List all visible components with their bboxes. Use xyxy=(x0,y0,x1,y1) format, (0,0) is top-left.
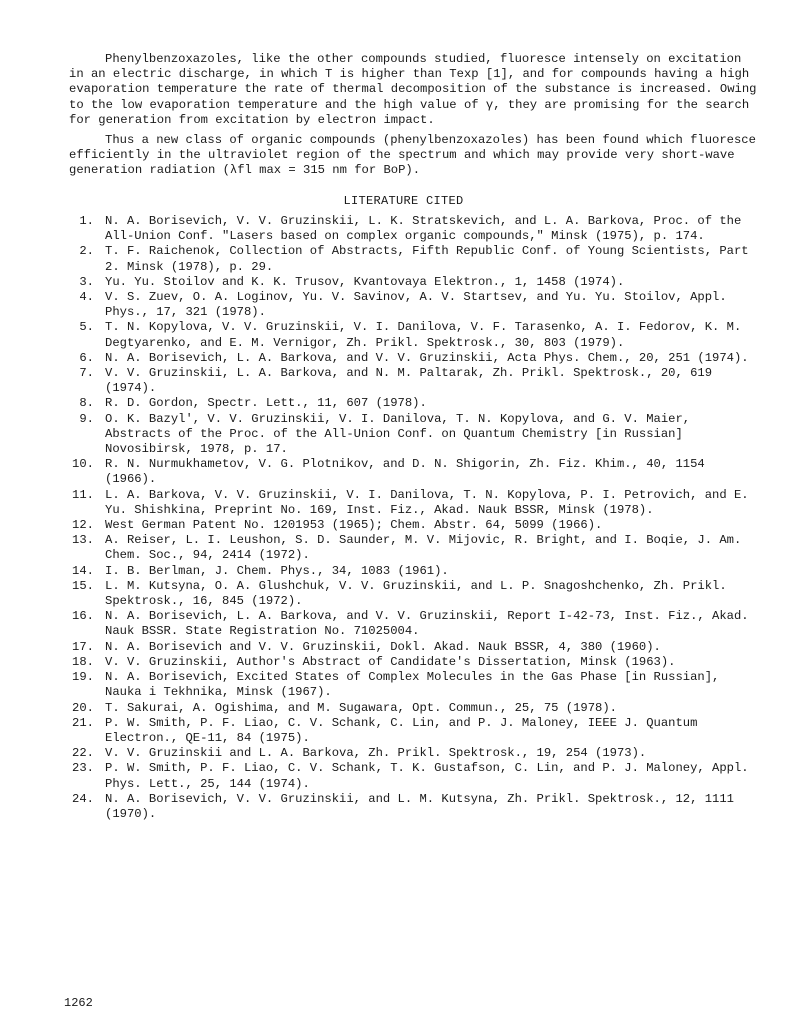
reference-item xyxy=(0,792,807,822)
reference-text: R. D. Gordon, Spectr. Lett., 11, 607 (1978). xyxy=(105,396,427,411)
body-paragraph-1: Phenylbenzoxazoles, like the other compounds studied, fluoresce intensely on excitation in an electric discharge, in which T is higher than Texp [1], and for compounds having a high evaporation temperature the rate of thermal decomposition of the substance is increased. Owing to the low evaporation temperature and the high value of γ, they are promising for the search for generation from excitation by electron impact. xyxy=(69,52,757,127)
reference-number: 3. xyxy=(79,274,94,289)
reference-number: 13. xyxy=(72,533,94,548)
reference-number: 11. xyxy=(72,487,94,502)
reference-list xyxy=(0,214,807,822)
reference-text: P. W. Smith, P. F. Liao, C. V. Schank, C. Lin, and P. J. Maloney, IEEE J. Quantum Electron., QE-11, 84 (1975). xyxy=(105,715,698,745)
page-number: 1262 xyxy=(64,996,93,1010)
reference-item xyxy=(0,214,807,244)
reference-item xyxy=(0,244,807,274)
reference-number: 24. xyxy=(72,791,94,806)
reference-number: 12. xyxy=(72,518,94,533)
reference-item xyxy=(0,275,807,290)
reference-text: Yu. Yu. Stoilov and K. K. Trusov, Kvantovaya Elektron., 1, 1458 (1974). xyxy=(105,274,625,289)
reference-text: N. A. Borisevich, Excited States of Complex Molecules in the Gas Phase [in Russian], Nauka i Tekhnika, Minsk (1967). xyxy=(105,670,720,700)
reference-number: 6. xyxy=(79,350,94,365)
reference-number: 9. xyxy=(79,411,94,426)
reference-text: V. S. Zuev, O. A. Loginov, Yu. V. Savinov, A. V. Startsev, and Yu. Yu. Stoilov, Appl. Phys., 17, 321 (1978). xyxy=(105,290,727,320)
reference-number: 17. xyxy=(72,639,94,654)
reference-item xyxy=(0,609,807,639)
reference-item xyxy=(0,290,807,320)
reference-number: 23. xyxy=(72,761,94,776)
reference-item xyxy=(0,564,807,579)
reference-number: 20. xyxy=(72,700,94,715)
reference-item xyxy=(0,579,807,609)
reference-item xyxy=(0,761,807,791)
reference-number: 7. xyxy=(79,366,94,381)
reference-item xyxy=(0,670,807,700)
reference-item xyxy=(0,533,807,563)
reference-number: 16. xyxy=(72,609,94,624)
reference-number: 5. xyxy=(79,320,94,335)
reference-text: N. A. Borisevich, L. A. Barkova, and V. V. Gruzinskii, Report I-42-73, Inst. Fiz., Akad. Nauk BSSR. State Registration No. 71025004. xyxy=(105,609,749,639)
reference-item xyxy=(0,457,807,487)
reference-text: L. A. Barkova, V. V. Gruzinskii, V. I. Danilova, T. N. Kopylova, P. I. Petrovich, and E. Yu. Shishkina, Preprint No. 169, Inst. Fiz., Akad. Nauk BSSR, Minsk (1978). xyxy=(105,487,749,517)
reference-number: 22. xyxy=(72,746,94,761)
reference-item xyxy=(0,746,807,761)
reference-item xyxy=(0,351,807,366)
reference-text: R. N. Nurmukhametov, V. G. Plotnikov, and D. N. Shigorin, Zh. Fiz. Khim., 40, 1154 (1966). xyxy=(105,457,705,487)
reference-item xyxy=(0,320,807,350)
body-paragraph-2: Thus a new class of organic compounds (phenylbenzoxazoles) has been found which fluoresce efficiently in the ultraviolet region of the spectrum and which may provide very short-wave generation radiation (λfl max = 315 nm for BoP). xyxy=(69,133,756,178)
reference-item xyxy=(0,396,807,411)
reference-text: A. Reiser, L. I. Leushon, S. D. Saunder, M. V. Mijovic, R. Bright, and I. Boqie, J. Am. Chem. Soc., 94, 2414 (1972). xyxy=(105,533,742,563)
reference-text: L. M. Kutsyna, O. A. Glushchuk, V. V. Gruzinskii, and L. P. Snagoshchenko, Zh. Prikl. Spektrosk., 16, 845 (1972). xyxy=(105,578,727,609)
reference-number: 19. xyxy=(72,670,94,685)
reference-text: N. A. Borisevich, L. A. Barkova, and V. V. Gruzinskii, Acta Phys. Chem., 20, 251 (1974). xyxy=(105,350,749,365)
reference-text: O. K. Bazyl', V. V. Gruzinskii, V. I. Danilova, T. N. Kopylova, and G. V. Maier, Abstracts of the Proc. of the All-Union Conf. on Quantum Chemistry [in Russian] Novosibirsk, 1978, p. 17. xyxy=(105,411,691,457)
reference-item xyxy=(0,366,807,396)
reference-text: V. V. Gruzinskii, Author's Abstract of Candidate's Dissertation, Minsk (1963). xyxy=(105,654,676,669)
reference-text: V. V. Gruzinskii, L. A. Barkova, and N. M. Paltarak, Zh. Prikl. Spektrosk., 20, 619 (1974). xyxy=(105,366,713,396)
reference-text: T. N. Kopylova, V. V. Gruzinskii, V. I. Danilova, V. F. Tarasenko, A. I. Fedorov, K. M. Degtyarenko, and E. M. Vernigor, Zh. Prikl. Spektrosk., 30, 803 (1979). xyxy=(105,320,742,350)
reference-text: I. B. Berlman, J. Chem. Phys., 34, 1083 (1961). xyxy=(105,563,449,578)
reference-item xyxy=(0,701,807,716)
reference-text: T. Sakurai, A. Ogishima, and M. Sugawara, Opt. Commun., 25, 75 (1978). xyxy=(105,700,617,715)
reference-item xyxy=(0,640,807,655)
reference-number: 2. xyxy=(79,244,94,259)
reference-number: 10. xyxy=(72,457,94,472)
reference-item xyxy=(0,412,807,458)
reference-text: West German Patent No. 1201953 (1965); Chem. Abstr. 64, 5099 (1966). xyxy=(105,518,603,533)
reference-item xyxy=(0,655,807,670)
reference-number: 4. xyxy=(79,290,94,305)
section-heading: LITERATURE CITED xyxy=(343,194,464,208)
reference-item xyxy=(0,518,807,533)
reference-text: T. F. Raichenok, Collection of Abstracts, Fifth Republic Conf. of Young Scientists, Part 2. Minsk (1978), p. 29. xyxy=(105,244,749,274)
reference-number: 18. xyxy=(72,654,94,669)
reference-text: N. A. Borisevich, V. V. Gruzinskii, and L. M. Kutsyna, Zh. Prikl. Spektrosk., 12, 1111 (1970). xyxy=(105,791,734,821)
reference-text: P. W. Smith, P. F. Liao, C. V. Schank, T. K. Gustafson, C. Lin, and P. J. Maloney, Appl. Phys. Lett., 25, 144 (1974). xyxy=(105,761,749,791)
reference-number: 15. xyxy=(72,578,94,593)
reference-number: 14. xyxy=(72,563,94,578)
reference-text: N. A. Borisevich and V. V. Gruzinskii, Dokl. Akad. Nauk BSSR, 4, 380 (1960). xyxy=(105,639,661,654)
reference-number: 1. xyxy=(79,214,94,228)
reference-number: 21. xyxy=(72,715,94,730)
reference-text: V. V. Gruzinskii and L. A. Barkova, Zh. Prikl. Spektrosk., 19, 254 (1973). xyxy=(105,746,647,761)
reference-item xyxy=(0,716,807,746)
reference-number: 8. xyxy=(79,396,94,411)
reference-item xyxy=(0,488,807,518)
reference-text: N. A. Borisevich, V. V. Gruzinskii, L. K. Stratskevich, and L. A. Barkova, Proc. of the All-Union Conf. "Lasers based on complex organic compounds," Minsk (1975), p. 174. xyxy=(105,214,742,244)
